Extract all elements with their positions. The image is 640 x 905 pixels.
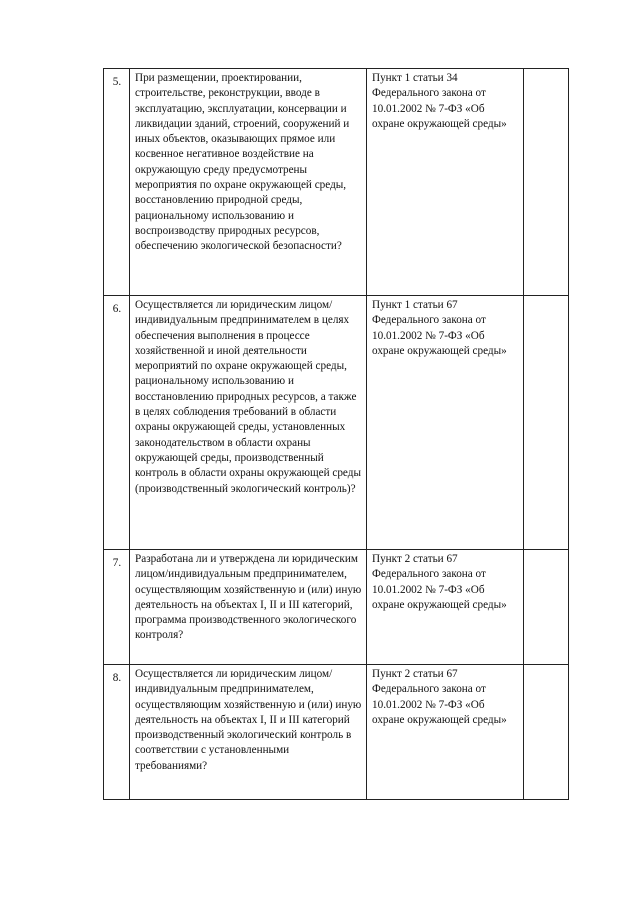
table-row (104, 296, 569, 550)
row-number: 8. (104, 665, 130, 800)
row-number: 7. (104, 550, 130, 665)
legal-reference: Пункт 1 статьи 67 Федерального закона от 10.01.2002 № 7-ФЗ «Об охране окружающей среды» (367, 296, 524, 550)
table-row (104, 550, 569, 665)
requirement-question: Осуществляется ли юридическим лицом/индивидуальным предпринимателем, осуществляющим хозяйственную и (или) иную деятельность на объектах I, II и III категорий производственный экологический контроль в соответствии с установленными требованиями? (130, 665, 367, 800)
table-row (104, 665, 569, 800)
requirement-question: Осуществляется ли юридическим лицом/индивидуальным предпринимателем в целях обеспечения выполнения в процессе хозяйственной и иной деятельности мероприятий по охране окружающей среды, рациональному использованию и восстановлению природных ресурсов, а также в целях соблюдения требований в области охраны окружающей среды, установленных законодательством в области охраны окружающей среды, производственный контроль в области охраны окружающей среды (производственный экологический контроль)? (130, 296, 367, 550)
requirement-question: Разработана ли и утверждена ли юридическим лицом/индивидуальным предпринимателем, осуществляющим хозяйственную и (или) иную деятельность на объектах I, II и III категорий, программа производственного экологического контроля? (130, 550, 367, 665)
requirement-question: При размещении, проектировании, строительстве, реконструкции, вводе в эксплуатацию, эксплуатации, консервации и ликвидации зданий, строений, сооружений и иных объектов, оказывающих прямое или косвенное негативное воздействие на окружающую среду предусмотрены мероприятия по охране окружающей среды, восстановлению природной среды, рациональному использованию и воспроизводству природных ресурсов, обеспечению экологической безопасности? (130, 69, 367, 296)
empty-answer-cell (524, 550, 569, 665)
checklist-table (103, 68, 569, 800)
legal-reference: Пункт 2 статьи 67 Федерального закона от 10.01.2002 № 7-ФЗ «Об охране окружающей среды» (367, 550, 524, 665)
legal-reference: Пункт 1 статьи 34 Федерального закона от 10.01.2002 № 7-ФЗ «Об охране окружающей среды» (367, 69, 524, 296)
empty-answer-cell (524, 296, 569, 550)
empty-answer-cell (524, 69, 569, 296)
empty-answer-cell (524, 665, 569, 800)
table-row (104, 69, 569, 296)
row-number: 5. (104, 69, 130, 296)
legal-reference: Пункт 2 статьи 67 Федерального закона от 10.01.2002 № 7-ФЗ «Об охране окружающей среды» (367, 665, 524, 800)
row-number: 6. (104, 296, 130, 550)
